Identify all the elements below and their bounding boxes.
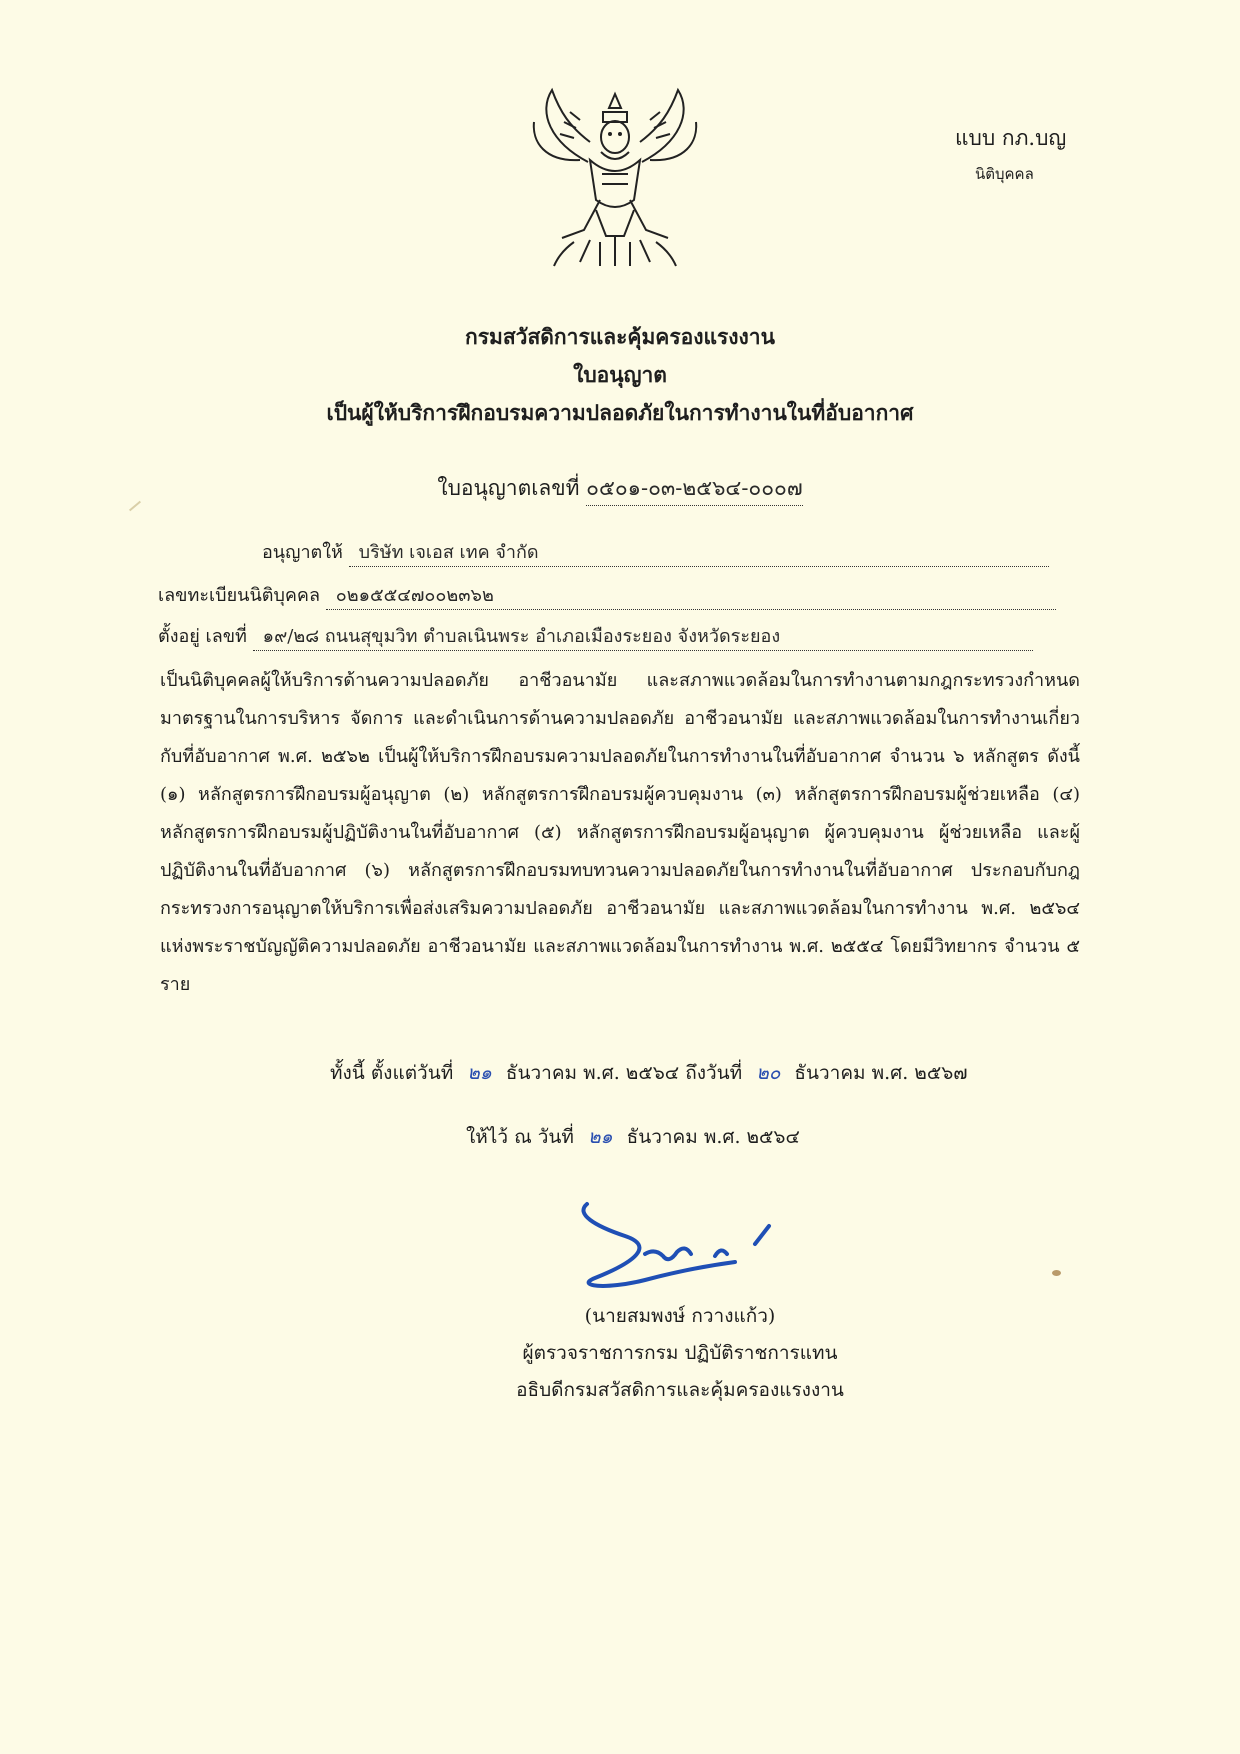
address-value: ๑๙/๒๘ ถนนสุขุมวิท ตำบลเนินพระ อำเภอเมืองระยอง จังหวัดระยอง: [253, 621, 1033, 651]
signatory-position: ผู้ตรวจราชการกรม ปฏิบัติราชการแทน: [522, 1342, 838, 1364]
issued-month: ธันวาคม: [626, 1126, 698, 1148]
signatory-organization: อธิบดีกรมสวัสดิการและคุ้มครองแรงงาน: [516, 1379, 844, 1401]
signatory-block: [470, 1298, 890, 1409]
title-block: [0, 318, 1240, 432]
license-number-label: ใบอนุญาตเลขที่: [437, 476, 580, 500]
validity-from-day: ๒๑: [467, 1062, 492, 1084]
registration-value: ๐๒๑๕๕๔๗๐๐๒๓๖๒: [326, 580, 1056, 610]
registration-line: [158, 580, 1056, 610]
validity-from-month-year: ธันวาคม พ.ศ. ๒๕๖๔: [505, 1062, 680, 1084]
issued-day: ๒๑: [587, 1126, 613, 1148]
signature-icon: [565, 1192, 795, 1302]
address-label: ตั้งอยู่ เลขที่: [158, 626, 247, 647]
form-subtitle: นิติบุคคล: [975, 165, 1034, 183]
license-number-value: ๐๕๐๑-๐๓-๒๕๖๔-๐๐๐๗: [586, 472, 803, 506]
paper-speck: [1052, 1270, 1061, 1276]
signatory-name: (นายสมพงษ์ กวางแก้ว): [584, 1305, 776, 1327]
issued-date-line: [466, 1122, 800, 1152]
registration-label: เลขทะเบียนนิติบุคคล: [158, 585, 320, 606]
validity-until-label: ถึงวันที่: [685, 1062, 743, 1084]
garuda-emblem-icon: [530, 82, 700, 272]
validity-to-day: ๒๐: [756, 1062, 781, 1084]
form-code: แบบ กภ.บญ: [955, 126, 1067, 150]
grantee-label: อนุญาตให้: [262, 542, 343, 563]
department-title: กรมสวัสดิการและคุ้มครองแรงงาน: [465, 324, 775, 349]
license-number-line: [0, 472, 1240, 506]
issued-year: พ.ศ. ๒๕๖๔: [703, 1126, 800, 1148]
validity-to-month-year: ธันวาคม พ.ศ. ๒๕๖๗: [794, 1062, 968, 1084]
grantee-value: บริษัท เจเอส เทค จำกัด: [349, 537, 1049, 567]
address-line: [158, 621, 1033, 651]
grantee-line: [262, 537, 1049, 567]
document-type-title: ใบอนุญาต: [573, 362, 667, 387]
license-body-paragraph: เป็นนิติบุคคลผู้ให้บริการด้านความปลอดภัย อาชีวอนามัย และสภาพแวดล้อมในการทำงานตามกฎกระทรวงกำหนดมาตรฐานในการบริหาร จัดการ และดำเนินการด้านความปลอดภัย อาชีวอนามัย และสภาพแวดล้อมในการทำงานเกี่ยวกับที่อับอากาศ พ.ศ. ๒๕๖๒ เป็นผู้ให้บริการฝึกอบรมความปลอดภัยในการทำงานในที่อับอากาศ จำนวน ๖ หลักสูตร ดังนี้ (๑) หลักสูตรการฝึกอบรมผู้อนุญาต (๒) หลักสูตรการฝึกอบรมผู้ควบคุมงาน (๓) หลักสูตรการฝึกอบรมผู้ช่วยเหลือ (๔) หลักสูตรการฝึกอบรมผู้ปฏิบัติงานในที่อับอากาศ (๕) หลักสูตรการฝึกอบรมผู้อนุญาต ผู้ควบคุมงาน ผู้ช่วยเหลือ และผู้ปฏิบัติงานในที่อับอากาศ (๖) หลักสูตรการฝึกอบรมทบทวนความปลอดภัยในการทำงานในที่อับอากาศ ประกอบกับกฎกระทรวงการอนุญาตให้บริการเพื่อส่งเสริมความปลอดภัย อาชีวอนามัย และสภาพแวดล้อมในการทำงาน พ.ศ. ๒๕๖๔ แห่งพระราชบัญญัติความปลอดภัย อาชีวอนามัย และสภาพแวดล้อมในการทำงาน พ.ศ. ๒๕๕๔ โดยมีวิทยากร จำนวน ๕ ราย: [160, 670, 1080, 995]
license-purpose-title: เป็นผู้ให้บริการฝึกอบรมความปลอดภัยในการทำงานในที่อับอากาศ: [326, 400, 914, 425]
validity-prefix: ทั้งนี้ ตั้งแต่วันที่: [330, 1062, 454, 1084]
issued-prefix: ให้ไว้ ณ วันที่: [466, 1126, 574, 1148]
validity-period-line: [330, 1058, 968, 1088]
